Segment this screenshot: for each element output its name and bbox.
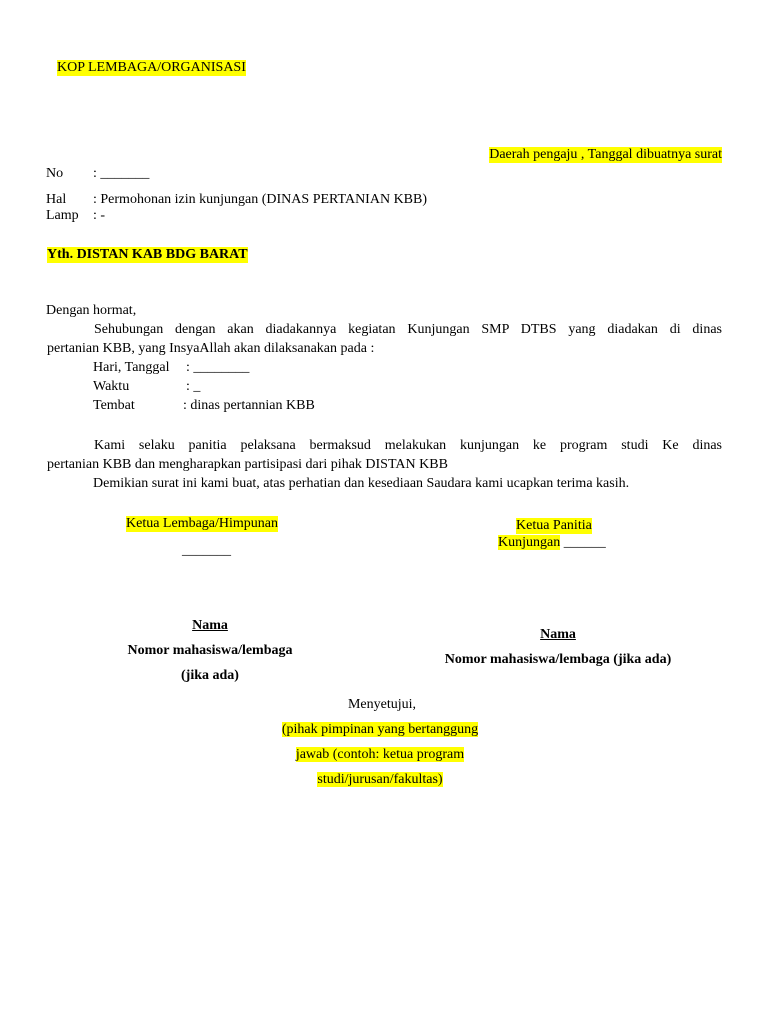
left-signer-nim-line-1: Nomor mahasiswa/lembaga xyxy=(127,643,293,658)
approval-label: Menyetujui, xyxy=(347,697,417,712)
lamp-value: : - xyxy=(93,208,106,223)
no-label: No xyxy=(46,166,64,181)
approval-line-3: studi/jurusan/fakultas) xyxy=(317,772,443,787)
hal-value: : Permohonan izin kunjungan (DINAS PERTANIAN KBB) xyxy=(93,192,428,207)
recipient-prefix: Yth xyxy=(47,247,70,262)
hal-label: Hal xyxy=(46,192,67,207)
left-signature-blank: _______ xyxy=(182,543,231,558)
left-signer-nim-line-2: (jika ada) xyxy=(181,668,239,683)
recipient xyxy=(47,247,248,263)
left-signer-name: Nama xyxy=(192,618,228,633)
detail-label-place: Tembat xyxy=(93,398,135,413)
paragraph-2-line-1: Kami selaku panitia pelaksana bermaksud melakukan kunjungan ke program studi Ke dinas xyxy=(94,438,722,453)
right-signer-name: Nama xyxy=(540,627,576,642)
paragraph-2-line-2: pertanian KBB dan mengharapkan partisipasi dari pihak DISTAN KBB xyxy=(47,457,448,472)
detail-value-time: : _ xyxy=(186,379,201,394)
approval-line-1: (pihak pimpinan yang bertanggung xyxy=(281,722,479,737)
detail-value-date: : ________ xyxy=(186,360,250,375)
lamp-label: Lamp xyxy=(46,208,79,223)
right-signer-title-line-1: Ketua Panitia xyxy=(516,518,592,533)
right-signer-title-line-2: Kunjungan ______ xyxy=(498,535,606,550)
salutation: Dengan hormat, xyxy=(46,303,137,318)
recipient-name: . DISTAN KAB BDG BARAT xyxy=(69,247,248,262)
place-date: Daerah pengaju , Tanggal dibuatnya surat xyxy=(489,147,722,162)
approval-line-2: jawab (contoh: ketua program xyxy=(295,747,465,762)
paragraph-1-line-1: Sehubungan dengan akan diadakannya kegiatan Kunjungan SMP DTBS yang diadakan di dinas xyxy=(94,322,722,337)
no-value: : _______ xyxy=(93,166,150,181)
paragraph-1-line-2: pertanian KBB, yang InsyaAllah akan dilaksanakan pada : xyxy=(47,341,375,356)
detail-label-date: Hari, Tanggal xyxy=(93,360,170,375)
left-signer-title: Ketua Lembaga/Himpunan xyxy=(126,516,279,531)
detail-label-time: Waktu xyxy=(93,379,130,394)
right-signer-nim: Nomor mahasiswa/lembaga (jika ada) xyxy=(444,652,672,667)
detail-value-place: : dinas pertannian KBB xyxy=(183,398,315,413)
letterhead-placeholder: KOP LEMBAGA/ORGANISASI xyxy=(57,60,246,75)
closing-paragraph: Demikian surat ini kami buat, atas perhatian dan kesediaan Saudara kami ucapkan terima kasih. xyxy=(93,476,630,491)
